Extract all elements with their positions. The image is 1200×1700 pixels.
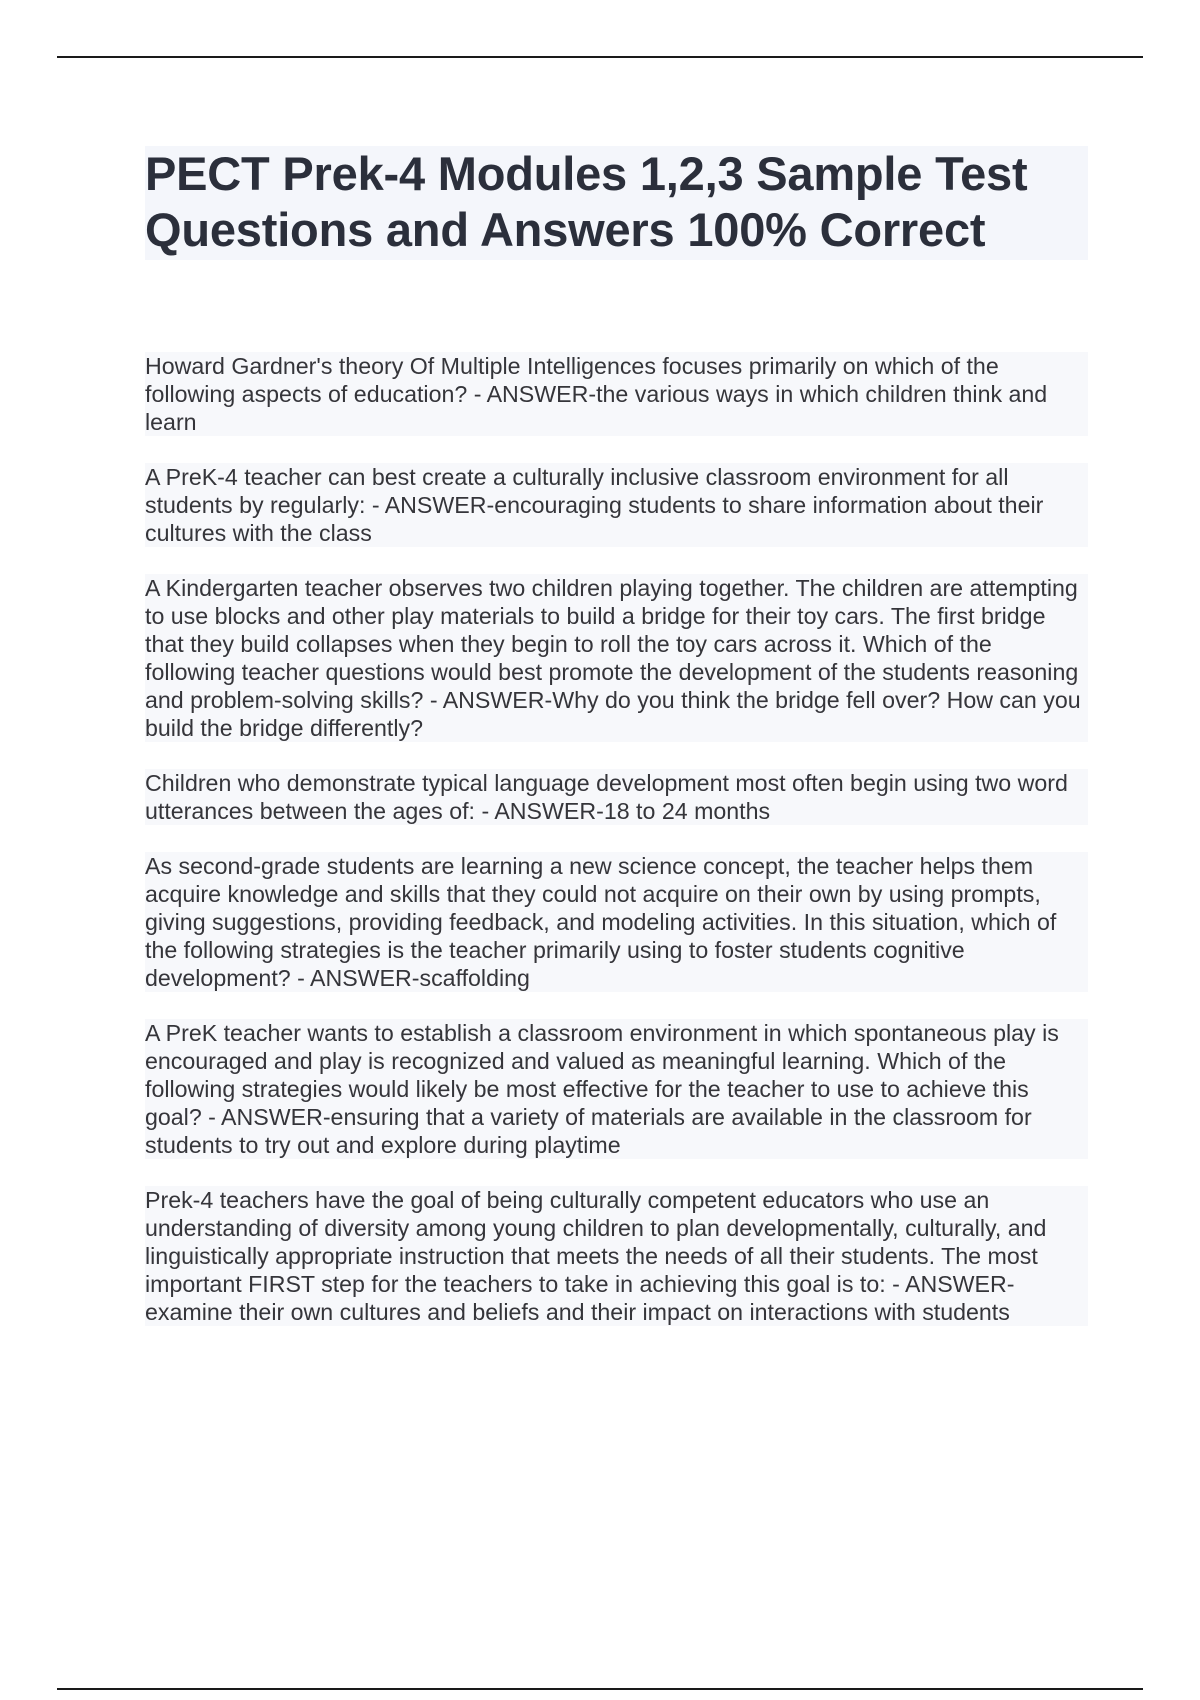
qa-item: Children who demonstrate typical language development most often begin using two word utterances between the ages of: - ANSWER-18 to 24 months [145, 769, 1088, 825]
qa-item: Howard Gardner's theory Of Multiple Intelligences focuses primarily on which of the following aspects of education? - ANSWER-the various ways in which children think and learn [145, 352, 1088, 436]
document-title: PECT Prek-4 Modules 1,2,3 Sample Test Questions and Answers 100% Correct [145, 146, 1088, 260]
qa-item: Prek-4 teachers have the goal of being culturally competent educators who use an understanding of diversity among young children to plan developmentally, culturally, and linguistically appropriate instruction that meets the needs of all their students. The most important FIRST step for the teachers to take in achieving this goal is to: - ANSWER-examine their own cultures and beliefs and their impact on interactions with students [145, 1186, 1088, 1326]
qa-item: A Kindergarten teacher observes two children playing together. The children are attempting to use blocks and other play materials to build a bridge for their toy cars. The first bridge that they build collapses when they begin to roll the toy cars across it. Which of the following teacher questions would best promote the development of the students reasoning and problem-solving skills? - ANSWER-Why do you think the bridge fell over? How can you build the bridge differently? [145, 574, 1088, 742]
qa-item: A PreK teacher wants to establish a classroom environment in which spontaneous play is encouraged and play is recognized and valued as meaningful learning. Which of the following strategies would likely be most effective for the teacher to use to achieve this goal? - ANSWER-ensuring that a variety of materials are available in the classroom for students to try out and explore during playtime [145, 1019, 1088, 1159]
qa-list [145, 352, 1088, 1326]
document-body [145, 146, 1088, 1353]
qa-item: As second-grade students are learning a new science concept, the teacher helps them acquire knowledge and skills that they could not acquire on their own by using prompts, giving suggestions, providing feedback, and modeling activities. In this situation, which of the following strategies is the teacher primarily using to foster students cognitive development? - ANSWER-scaffolding [145, 852, 1088, 992]
bottom-divider [57, 1688, 1143, 1690]
top-divider [57, 56, 1143, 58]
qa-item: A PreK-4 teacher can best create a culturally inclusive classroom environment for all students by regularly: - ANSWER-encouraging students to share information about their cultures with the class [145, 463, 1088, 547]
